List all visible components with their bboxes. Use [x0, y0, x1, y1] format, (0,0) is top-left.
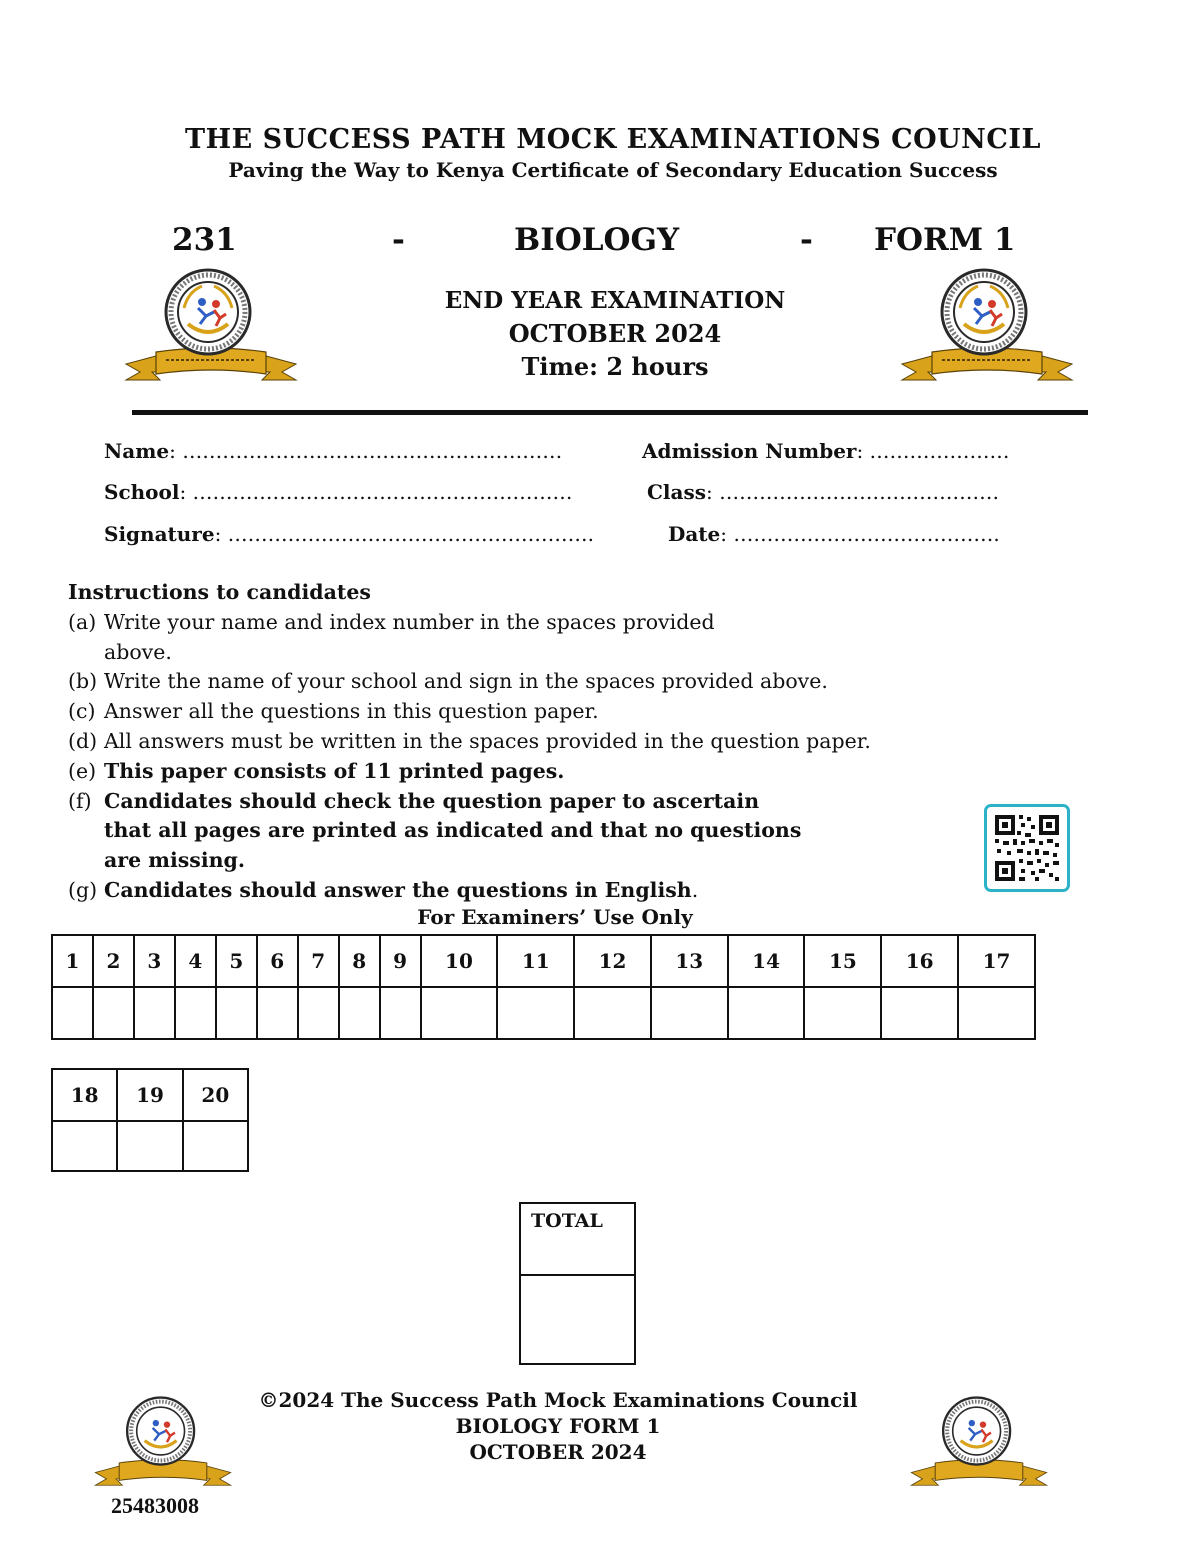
school-dots: : ………………………………………………… [179, 480, 573, 504]
subject-name: BIOLOGY [514, 222, 680, 258]
score-cell[interactable] [117, 1121, 182, 1171]
class-dots: : …………………………………… [706, 480, 1000, 504]
name-field[interactable] [104, 439, 562, 463]
score-cell[interactable] [651, 987, 728, 1039]
instruction-text: Write the name of your school and sign in the spaces provided above. [104, 669, 828, 694]
question-number: 2 [93, 935, 134, 987]
score-cell[interactable] [728, 987, 805, 1039]
exam-type: END YEAR EXAMINATION [444, 287, 786, 314]
score-cell[interactable] [804, 987, 881, 1039]
instruction-item [68, 876, 1028, 906]
instruction-text: This paper consists of 11 printed pages. [104, 758, 565, 783]
header-divider [132, 410, 1088, 415]
instruction-item [68, 757, 1028, 787]
question-number: 11 [497, 935, 574, 987]
total-label: TOTAL [531, 1210, 603, 1232]
separator: - [800, 222, 813, 258]
instruction-text: Write your name and index number in the spaces provided above. [104, 609, 715, 664]
council-seal-logo-icon [898, 268, 1076, 386]
question-number: 13 [651, 935, 728, 987]
question-number: 15 [804, 935, 881, 987]
score-table [51, 1068, 249, 1172]
question-number: 4 [175, 935, 216, 987]
council-seal-logo-icon [908, 1396, 1050, 1490]
instruction-text: Answer all the questions in this question paper. [104, 699, 599, 724]
class-label: Class [647, 480, 706, 504]
instruction-letter: (c) [68, 699, 96, 724]
school-field[interactable] [104, 480, 573, 504]
exam-time: Time: 2 hours [521, 352, 709, 381]
score-cell[interactable] [52, 987, 93, 1039]
question-number: 3 [134, 935, 175, 987]
date-label: Date [668, 522, 721, 546]
instruction-item [68, 727, 1028, 757]
subject-code: 231 [172, 222, 237, 258]
score-cell[interactable] [175, 987, 216, 1039]
instruction-letter: (a) [68, 609, 97, 634]
admission-dots: : ………………… [856, 439, 1010, 463]
question-number: 20 [183, 1069, 248, 1121]
question-number: 9 [380, 935, 421, 987]
name-label: Name [104, 439, 170, 463]
instruction-letter: (g) [68, 877, 98, 902]
question-number: 14 [728, 935, 805, 987]
date-field[interactable] [668, 522, 1000, 546]
question-number: 16 [881, 935, 958, 987]
instruction-letter: (d) [68, 728, 98, 753]
council-tagline: Paving the Way to Kenya Certificate of Secondary Education Success [228, 158, 998, 182]
score-cell[interactable] [93, 987, 134, 1039]
score-cell[interactable] [257, 987, 298, 1039]
score-cell[interactable] [958, 987, 1035, 1039]
footer-date: OCTOBER 2024 [469, 1440, 647, 1464]
footer-subject: BIOLOGY FORM 1 [455, 1414, 661, 1438]
instruction-letter: (b) [68, 669, 98, 694]
score-cell[interactable] [134, 987, 175, 1039]
score-cell[interactable] [574, 987, 651, 1039]
question-number: 12 [574, 935, 651, 987]
admission-label: Admission Number [642, 439, 857, 463]
signature-field[interactable] [104, 522, 594, 546]
score-cell[interactable] [183, 1121, 248, 1171]
score-cell[interactable] [339, 987, 380, 1039]
logo-graphic [911, 1398, 1046, 1486]
logo-graphic [126, 270, 296, 380]
subject-form: FORM 1 [874, 222, 1016, 258]
score-cell[interactable] [52, 1121, 117, 1171]
exam-date: OCTOBER 2024 [508, 319, 722, 348]
school-label: School [104, 480, 180, 504]
signature-dots: : ………………………………………………. [214, 522, 595, 546]
qr-code-graphic [987, 807, 1067, 889]
instruction-item [68, 667, 1028, 697]
instruction-text: Candidates should answer the questions in English. [104, 877, 699, 902]
question-number: 5 [216, 935, 257, 987]
question-number: 1 [52, 935, 93, 987]
date-dots: : …………………………………. [720, 522, 1000, 546]
separator: - [392, 222, 405, 258]
score-cell[interactable] [421, 987, 498, 1039]
examiners-title: For Examiners’ Use Only [417, 905, 693, 929]
instruction-text: All answers must be written in the spaces provided in the question paper. [104, 728, 871, 753]
instruction-text: Candidates should check the question paper to ascertain that all pages are printed as indicated and that no questions are missing. [104, 788, 802, 873]
logo-graphic [902, 270, 1072, 380]
instruction-item [68, 608, 1028, 668]
question-number-row [52, 935, 1035, 987]
score-cell[interactable] [380, 987, 421, 1039]
council-seal-logo-icon [122, 268, 300, 386]
instructions-heading: Instructions to candidates [68, 580, 371, 604]
question-number: 17 [958, 935, 1035, 987]
admission-number-field[interactable] [642, 439, 1010, 463]
question-number: 10 [421, 935, 498, 987]
total-divider [521, 1274, 634, 1276]
class-field[interactable] [647, 480, 999, 504]
score-cell[interactable] [298, 987, 339, 1039]
name-dots: : ………………………………………………… [169, 439, 563, 463]
score-cell[interactable] [881, 987, 958, 1039]
question-number: 18 [52, 1069, 117, 1121]
score-table [51, 934, 1036, 1040]
instructions-section [68, 578, 1028, 906]
instruction-item [68, 697, 1028, 727]
score-entry-row [52, 987, 1035, 1039]
qr-code-icon[interactable] [984, 804, 1070, 892]
instruction-letter: (e) [68, 758, 97, 783]
question-number: 6 [257, 935, 298, 987]
instruction-letter: (f) [68, 788, 92, 813]
question-number: 7 [298, 935, 339, 987]
footer-copyright: ©2024 The Success Path Mock Examinations Council [258, 1388, 858, 1412]
score-entry-row [52, 1121, 248, 1171]
question-number: 19 [117, 1069, 182, 1121]
council-title: THE SUCCESS PATH MOCK EXAMINATIONS COUNCIL [185, 124, 1041, 155]
score-cell[interactable] [497, 987, 574, 1039]
instruction-item [68, 787, 1028, 876]
score-cell[interactable] [216, 987, 257, 1039]
serial-number: 25483008 [111, 1493, 199, 1518]
signature-label: Signature [104, 522, 215, 546]
question-number: 8 [339, 935, 380, 987]
question-number-row [52, 1069, 248, 1121]
total-box[interactable] [519, 1202, 636, 1365]
